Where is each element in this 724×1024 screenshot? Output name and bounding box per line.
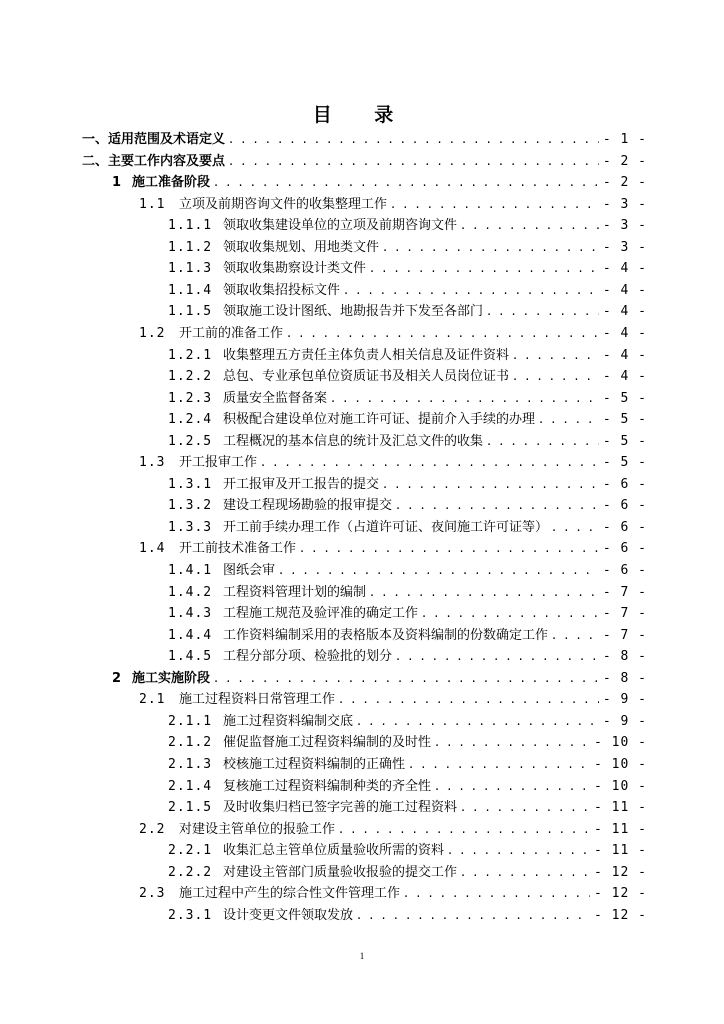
toc-leader-dots — [552, 517, 599, 538]
toc-entry-page: - 7 - — [602, 584, 647, 600]
toc-entry[interactable] — [168, 215, 647, 236]
toc-entry[interactable] — [82, 151, 647, 172]
toc-entry[interactable] — [168, 797, 647, 818]
toc-entry-title: 领取收集建设单位的立项及前期咨询文件 — [223, 218, 458, 234]
toc-entry-page: - 4 - — [602, 369, 647, 385]
toc-entry-title: 开工前手续办理工作（占道许可证、夜间施工许可证等） — [223, 519, 549, 535]
toc-entry-number: 1.4.5 — [168, 649, 213, 665]
toc-entry-page: - 4 - — [602, 325, 647, 341]
toc-entry[interactable] — [168, 366, 647, 387]
toc-leader-dots — [404, 883, 590, 904]
toc-entry-page: - 6 - — [602, 563, 647, 578]
toc-leader-dots — [513, 345, 599, 366]
toc-entry-title: 施工实施阶段 — [132, 670, 211, 686]
toc-entry-title: 领取施工设计图纸、地勘报告并下发至各部门 — [223, 304, 484, 320]
toc-entry-number: 2.2.2 — [168, 864, 213, 880]
toc-entry-page: - 11 - — [594, 843, 647, 859]
toc-leader-dots — [396, 495, 599, 516]
toc-leader-dots — [344, 280, 599, 301]
toc-entry-number: 1.2.4 — [168, 412, 213, 428]
toc-entry-number: 2.1.2 — [168, 735, 213, 751]
toc-entry[interactable] — [168, 495, 647, 516]
toc-entry-number: 1 — [112, 175, 123, 191]
toc-entry-title: 领取收集招投标文件 — [223, 282, 341, 298]
toc-entry-page: - 6 - — [602, 519, 647, 535]
toc-entry-number: 2.2.1 — [168, 843, 213, 859]
toc-entry-number: 1.1.5 — [168, 304, 213, 320]
toc-leader-dots — [331, 388, 599, 409]
toc-entry[interactable] — [139, 538, 647, 559]
toc-entry[interactable] — [168, 517, 647, 538]
toc-entry[interactable] — [139, 883, 647, 904]
toc-leader-dots — [370, 258, 599, 279]
toc-entry[interactable] — [168, 732, 647, 753]
toc-entry-number: 1.4.4 — [168, 627, 213, 643]
toc-entry-title: 开工报审及开工报告的提交 — [223, 476, 380, 492]
toc-leader-dots — [261, 452, 599, 473]
toc-entry-number: 1.4.2 — [168, 584, 213, 600]
toc-entry-number: 1.1.4 — [168, 282, 213, 298]
toc-entry-number: 2 — [112, 670, 123, 686]
toc-entry-title: 复核施工过程资料编制种类的齐全性 — [223, 778, 432, 794]
toc-entry[interactable] — [82, 129, 647, 150]
toc-entry-title: 二、主要工作内容及要点 — [82, 153, 226, 169]
toc-entry-page: - 4 - — [602, 282, 647, 298]
toc-leader-dots — [461, 797, 590, 818]
toc-entry-title: 领取收集规划、用地类文件 — [223, 239, 380, 255]
toc-entry-title: 领取收集勘察设计类文件 — [223, 261, 367, 277]
toc-leader-dots — [383, 474, 599, 495]
toc-leader-dots — [487, 301, 599, 322]
toc-entry-page: - 6 - — [602, 476, 647, 492]
toc-entry[interactable] — [168, 560, 647, 581]
toc-entry[interactable] — [168, 258, 647, 279]
toc-entry-page: - 10 - — [594, 756, 647, 772]
toc-entry-page: - 5 - — [602, 390, 647, 406]
toc-entry-page: - 10 - — [594, 778, 647, 794]
toc-entry-page: - 6 - — [602, 541, 647, 557]
toc-entry[interactable] — [168, 388, 647, 409]
toc-entry[interactable] — [168, 280, 647, 301]
toc-entry-title: 施工过程中产生的综合性文件管理工作 — [179, 886, 401, 902]
toc-entry[interactable] — [139, 194, 647, 215]
toc-entry-number: 2.3 — [139, 886, 166, 902]
toc-leader-dots — [300, 538, 599, 559]
toc-entry-number: 2.3.1 — [168, 907, 213, 923]
toc-leader-dots — [552, 625, 599, 646]
toc-leader-dots — [513, 366, 599, 387]
toc-entry-number: 2.1.4 — [168, 778, 213, 794]
toc-entry-title: 施工过程资料日常管理工作 — [179, 692, 336, 708]
toc-entry-title: 设计变更文件领取发放 — [223, 907, 354, 923]
toc-entry-number: 1.2.2 — [168, 369, 213, 385]
toc-leader-dots — [409, 754, 590, 775]
toc-entry-number: 1.1.3 — [168, 261, 213, 277]
toc-entry-number: 1.1.2 — [168, 239, 213, 255]
toc-entry[interactable] — [168, 646, 647, 667]
toc-entry[interactable] — [168, 301, 647, 322]
toc-entry-page: - 2 - — [602, 175, 647, 191]
toc-entry-page: - 7 - — [602, 627, 647, 643]
toc-leader-dots — [435, 732, 590, 753]
toc-entry-page: - 4 - — [602, 347, 647, 363]
toc-entry-number: 1.3 — [139, 455, 166, 471]
toc-entry-number: 1.2 — [139, 325, 166, 341]
toc-entry-page: - 8 - — [602, 649, 647, 665]
toc-entry-number: 2.1.3 — [168, 756, 213, 772]
toc-entry-title: 开工报审工作 — [179, 455, 258, 471]
toc-leader-dots — [461, 862, 590, 883]
toc-entry-title: 催促监督施工过程资料编制的及时性 — [223, 735, 432, 751]
toc-entry-page: - 8 - — [602, 670, 647, 686]
toc-entry[interactable] — [139, 323, 647, 344]
toc-leader-dots — [279, 560, 599, 581]
toc-entry-title: 质量安全监督备案 — [223, 390, 328, 406]
toc-entry-page: - 5 - — [602, 412, 647, 428]
toc-entry[interactable] — [168, 603, 647, 624]
toc-leader-dots — [357, 905, 590, 926]
toc-entry-number: 1.2.1 — [168, 347, 213, 363]
toc-entry-page: - 5 - — [602, 455, 647, 471]
toc-entry-page: - 1 - — [602, 132, 647, 147]
toc-entry-number: 1.2.3 — [168, 390, 213, 406]
toc-entry-title: 校核施工过程资料编制的正确性 — [223, 756, 406, 772]
toc-entry-number: 1.3.2 — [168, 498, 213, 514]
toc-entry-page: - 5 - — [602, 433, 647, 449]
toc-leader-dots — [229, 151, 599, 172]
toc-entry-number: 1.1 — [139, 196, 166, 212]
toc-entry[interactable] — [168, 840, 647, 861]
toc-entry-title: 图纸会审 — [223, 563, 276, 578]
toc-entry-title: 立项及前期咨询文件的收集整理工作 — [179, 196, 388, 212]
toc-entry-page: - 11 - — [594, 800, 647, 816]
toc-entry-title: 工程概况的基本信息的统计及汇总文件的收集 — [223, 433, 484, 449]
toc-leader-dots — [487, 431, 599, 452]
toc-entry[interactable] — [168, 711, 647, 732]
toc-leader-dots — [357, 711, 599, 732]
toc-entry-number: 1.1.1 — [168, 218, 213, 234]
toc-leader-dots — [214, 172, 599, 193]
toc-entry-title: 施工过程资料编制交底 — [223, 713, 354, 729]
toc-leader-dots — [422, 603, 599, 624]
toc-entry-page: - 11 - — [594, 821, 647, 837]
toc-entry-page: - 10 - — [594, 735, 647, 751]
toc-leader-dots — [448, 840, 590, 861]
toc-entry[interactable] — [168, 345, 647, 366]
toc-entry-page: - 2 - — [602, 153, 647, 169]
toc-entry[interactable] — [139, 819, 647, 840]
toc-leader-dots — [383, 237, 599, 258]
toc-entry-page: - 6 - — [602, 498, 647, 514]
toc-entry-number: 1.4.3 — [168, 606, 213, 622]
toc-leader-dots — [539, 409, 599, 430]
toc-entry-number: 2.1 — [139, 692, 166, 708]
toc-leader-dots — [229, 129, 599, 150]
toc-entry-page: - 9 - — [602, 692, 647, 708]
toc-leader-dots — [435, 776, 590, 797]
toc-entry-number: 1.3.3 — [168, 519, 213, 535]
toc-entry[interactable] — [168, 582, 647, 603]
toc-entry[interactable] — [168, 237, 647, 258]
toc-entry-title: 收集汇总主管单位质量验收所需的资料 — [223, 843, 445, 859]
toc-entry-page: - 12 - — [594, 864, 647, 880]
toc-entry[interactable] — [168, 625, 647, 646]
toc-entry-title: 及时收集归档已签字完善的施工过程资料 — [223, 800, 458, 816]
toc-entry[interactable] — [168, 409, 647, 430]
toc-entry-number: 1.2.5 — [168, 433, 213, 449]
toc-entry-number: 2.1.1 — [168, 713, 213, 729]
toc-leader-dots — [287, 323, 599, 344]
toc-entry[interactable] — [139, 452, 647, 473]
toc-entry-title: 工作资料编制采用的表格版本及资料编制的份数确定工作 — [223, 627, 549, 643]
toc-entry-number: 2.2 — [139, 821, 166, 837]
toc-entry-number: 1.3.1 — [168, 476, 213, 492]
toc-leader-dots — [461, 215, 599, 236]
toc-entry-title: 工程分部分项、检验批的划分 — [223, 649, 393, 665]
toc-entry-number: 2.1.5 — [168, 800, 213, 816]
toc-entry-title: 开工前技术准备工作 — [179, 541, 297, 557]
toc-title: 目 录 — [312, 104, 412, 126]
toc-entry-page: - 3 - — [602, 196, 647, 212]
toc-entry-page: - 4 - — [602, 261, 647, 277]
toc-leader-dots — [396, 646, 599, 667]
toc-leader-dots — [339, 819, 590, 840]
toc-entry-page: - 12 - — [594, 907, 647, 923]
toc-entry[interactable] — [168, 905, 647, 926]
toc-entry-title: 建设工程现场勘验的报审提交 — [223, 498, 393, 514]
toc-entry-title: 工程施工规范及验评准的确定工作 — [223, 606, 419, 622]
page-number-footer: 1 — [359, 951, 365, 961]
toc-entry-title: 收集整理五方责任主体负责人相关信息及证件资料 — [223, 347, 510, 363]
toc-entry-title: 开工前的准备工作 — [179, 325, 284, 341]
toc-entry-page: - 9 - — [602, 713, 647, 729]
toc-entry[interactable] — [139, 689, 647, 710]
toc-entry[interactable] — [168, 474, 647, 495]
toc-entry-title: 施工准备阶段 — [132, 175, 211, 191]
toc-entry-title: 对建设主管部门质量验收报验的提交工作 — [223, 864, 458, 880]
toc-entry-page: - 12 - — [594, 886, 647, 902]
toc-entry-number: 1.4.1 — [168, 563, 213, 578]
toc-entry-page: - 3 - — [602, 239, 647, 255]
toc-entry[interactable] — [168, 431, 647, 452]
toc-entry-number: 1.4 — [139, 541, 166, 557]
toc-entry[interactable] — [168, 754, 647, 775]
toc-entry[interactable] — [168, 776, 647, 797]
toc-leader-dots — [339, 689, 599, 710]
toc-leader-dots — [391, 194, 599, 215]
toc-leader-dots — [214, 668, 599, 689]
toc-entry-page: - 7 - — [602, 606, 647, 622]
toc-entry-page: - 4 - — [602, 304, 647, 320]
toc-entry-title: 一、适用范围及术语定义 — [82, 132, 226, 147]
toc-leader-dots — [370, 582, 599, 603]
toc-entry-title: 工程资料管理计划的编制 — [223, 584, 367, 600]
toc-entry-title: 总包、专业承包单位资质证书及相关人员岗位证书 — [223, 369, 510, 385]
toc-entry-page: - 3 - — [602, 218, 647, 234]
toc-entry[interactable] — [112, 172, 647, 193]
toc-entry[interactable] — [112, 668, 647, 689]
toc-entry[interactable] — [168, 862, 647, 883]
toc-entry-title: 积极配合建设单位对施工许可证、提前介入手续的办理 — [223, 412, 536, 428]
toc-entry-title: 对建设主管单位的报验工作 — [179, 821, 336, 837]
